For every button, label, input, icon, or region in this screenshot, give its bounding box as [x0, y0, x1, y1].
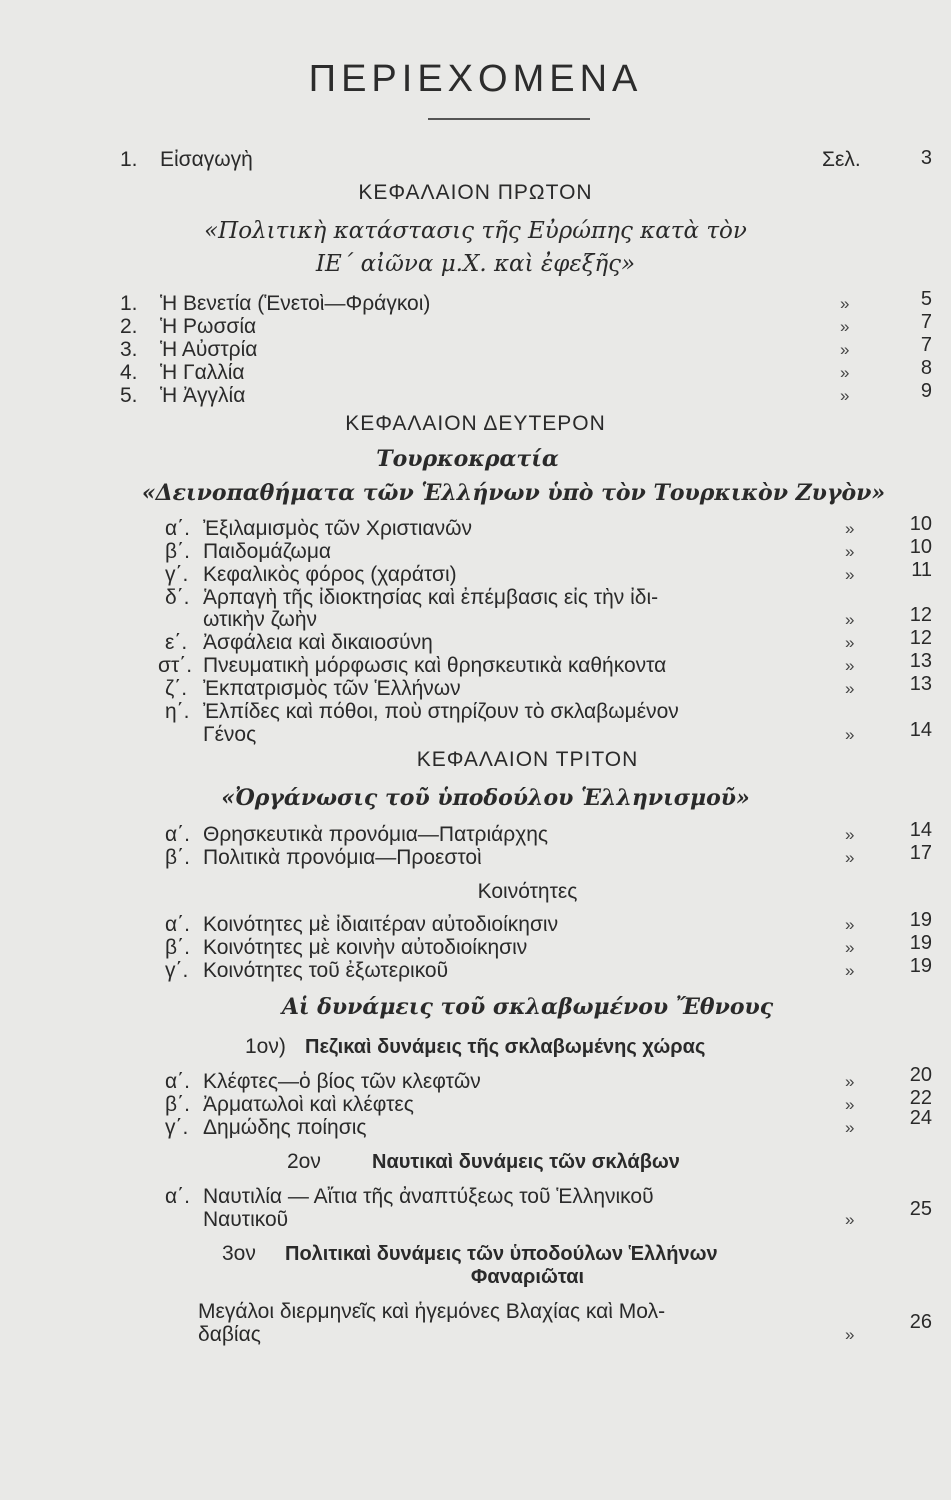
political-forces-ordinal: 3ον: [222, 1242, 256, 1265]
toc-entry: Κοινότητες μὲ ἰδιαιτέραν αὐτοδιοίκησιν: [203, 913, 559, 936]
toc-entry: Παιδομάζωμα: [203, 540, 332, 563]
intro-label: Εἰσαγωγὴ: [160, 148, 253, 171]
toc-page: 13: [909, 673, 932, 695]
toc-number: α΄.: [165, 823, 190, 846]
toc-number: α΄.: [165, 913, 190, 936]
toc-entry-continuation: Ναυτικοῦ: [203, 1208, 289, 1231]
ditto-mark: »: [840, 386, 850, 405]
toc-page: 5: [920, 288, 932, 310]
ditto-mark: »: [845, 633, 855, 652]
chapter-3-subtitle: «Ὀργάνωσις τοῦ ὑποδούλου Ἑλληνισμοῦ»: [221, 785, 750, 811]
intro-page: 3: [920, 147, 932, 169]
ditto-mark: »: [845, 1072, 855, 1091]
toc-page: 14: [909, 719, 932, 741]
toc-page: 20: [909, 1064, 932, 1086]
toc-entry: Κλέφτες—ὁ βίος τῶν κλεφτῶν: [203, 1070, 481, 1093]
naval-forces-heading: Ναυτικαὶ δυνάμεις τῶν σκλάβων: [372, 1151, 680, 1173]
toc-page: 8: [920, 357, 932, 379]
toc-page: 10: [909, 536, 932, 558]
ditto-mark: »: [840, 294, 850, 313]
ditto-mark: »: [845, 656, 855, 675]
toc-entry: Μεγάλοι διερμηνεῖς καὶ ἡγεμόνες Βλαχίας καὶ Μολ-: [198, 1300, 666, 1323]
land-forces-ordinal: 1ον): [245, 1035, 286, 1058]
ditto-mark: »: [845, 1325, 855, 1344]
ditto-mark: »: [845, 1210, 855, 1229]
communities-heading: Κοινότητες: [477, 880, 578, 903]
page-title: ΠΕΡΙΕΧΟΜΕΝΑ: [308, 58, 643, 100]
toc-number: 2.: [120, 315, 138, 338]
chapter-2-heading: ΚΕΦΑΛΑΙΟΝ ΔΕΥΤΕΡΟΝ: [345, 412, 606, 435]
toc-entry: Ἀσφάλεια καὶ δικαιοσύνη: [203, 631, 433, 654]
toc-entry: Ἡ Βενετία (Ἑνετοὶ—Φράγκοι): [160, 292, 431, 315]
toc-page: 12: [909, 604, 932, 626]
toc-page: 14: [909, 819, 932, 841]
intro-sel-label: Σελ.: [822, 148, 861, 171]
toc-page: 24: [909, 1107, 932, 1129]
toc-entry: Ἡ Ρωσσία: [160, 315, 257, 338]
toc-number: β΄.: [165, 846, 190, 869]
phanariots-heading: Φαναριῶται: [470, 1266, 585, 1288]
ditto-mark: »: [845, 848, 855, 867]
toc-page: 25: [909, 1198, 932, 1220]
toc-page: 19: [909, 955, 932, 977]
toc-page: 19: [909, 909, 932, 931]
ditto-mark: »: [845, 825, 855, 844]
toc-entry: Ἁρπαγὴ τῆς ἰδιοκτησίας καὶ ἐπέμβασις εἰς τὴν ἰδι-: [203, 586, 659, 609]
toc-entry: Ἐκπατρισμὸς τῶν Ἑλλήνων: [203, 677, 461, 700]
toc-number: γ΄.: [165, 1116, 189, 1139]
toc-number: α΄.: [165, 1070, 190, 1093]
toc-number: 4.: [120, 361, 138, 384]
toc-entry-continuation: ωτικὴν ζωὴν: [203, 608, 318, 631]
ditto-mark: »: [845, 679, 855, 698]
forces-heading: Αἱ δυνάμεις τοῦ σκλαβωμένου Ἔθνους: [281, 994, 774, 1020]
toc-entry: Δημώδης ποίησις: [203, 1116, 367, 1139]
toc-page: 17: [909, 842, 932, 864]
toc-number: στ΄.: [158, 654, 193, 677]
chapter-3-heading: ΚΕΦΑΛΑΙΟΝ ΤΡΙΤΟΝ: [416, 748, 639, 771]
ditto-mark: »: [840, 317, 850, 336]
toc-page: 7: [920, 311, 932, 333]
toc-entry: Ἡ Γαλλία: [160, 361, 245, 384]
toc-entry: Κεφαλικὸς φόρος (χαράτσι): [203, 563, 457, 586]
toc-entry: Θρησκευτικὰ προνόμια—Πατριάρχης: [203, 823, 549, 846]
land-forces-heading: Πεζικαὶ δυνάμεις τῆς σκλαβωμένης χώρας: [305, 1036, 706, 1058]
toc-entry: Ἐλπίδες καὶ πόθοι, ποὺ στηρίζουν τὸ σκλαβωμένον: [203, 700, 679, 723]
ditto-mark: »: [845, 542, 855, 561]
toc-page: 19: [909, 932, 932, 954]
title-rule: [428, 118, 590, 120]
toc-page: 11: [911, 559, 932, 581]
toc-number: α΄.: [165, 1185, 190, 1208]
toc-number: γ΄.: [165, 959, 189, 982]
toc-number: ε΄.: [165, 631, 188, 654]
toc-page: 9: [920, 380, 932, 402]
toc-entry: Ἡ Ἀγγλία: [160, 384, 246, 407]
toc-page: 7: [920, 334, 932, 356]
naval-forces-ordinal: 2ον: [287, 1150, 321, 1173]
ditto-mark: »: [845, 725, 855, 744]
toc-entry: Ἡ Αὐστρία: [160, 338, 258, 361]
chapter-2-subtitle-line-2: «Δεινοπαθήματα τῶν Ἑλλήνων ὑπὸ τὸν Τουρκικὸν Ζυγὸν»: [141, 480, 886, 506]
toc-number: α΄.: [165, 517, 190, 540]
toc-number: β΄.: [165, 936, 190, 959]
ditto-mark: »: [840, 363, 850, 382]
ditto-mark: »: [845, 565, 855, 584]
toc-page: 13: [909, 650, 932, 672]
toc-page: 22: [909, 1087, 932, 1109]
chapter-1-subtitle-line-1: «Πολιτικὴ κατάστασις τῆς Εὐρώπης κατὰ τὸν: [204, 218, 747, 244]
ditto-mark: »: [840, 340, 850, 359]
ditto-mark: »: [845, 961, 855, 980]
toc-number: γ΄.: [165, 563, 189, 586]
toc-number: β΄.: [165, 540, 190, 563]
chapter-1-heading: ΚΕΦΑΛΑΙΟΝ ΠΡΩΤΟΝ: [358, 181, 593, 204]
toc-number: 5.: [120, 384, 138, 407]
toc-entry: Ναυτιλία — Αἴτια τῆς ἀναπτύξεως τοῦ Ἑλληνικοῦ: [203, 1185, 654, 1208]
ditto-mark: »: [845, 1095, 855, 1114]
political-forces-heading: Πολιτικαὶ δυνάμεις τῶν ὑποδούλων Ἑλλήνων: [285, 1243, 718, 1265]
toc-entry: Ἐξιλαμισμὸς τῶν Χριστιανῶν: [203, 517, 473, 540]
ditto-mark: »: [845, 938, 855, 957]
ditto-mark: »: [845, 610, 855, 629]
ditto-mark: »: [845, 915, 855, 934]
toc-entry: Πολιτικὰ προνόμια—Προεστοὶ: [203, 846, 482, 869]
toc-number: ζ΄.: [165, 677, 188, 700]
chapter-2-subtitle-line-1: Τουρκοκρατία: [376, 446, 559, 472]
toc-entry-continuation: δαβίας: [198, 1323, 261, 1346]
toc-entry: Κοινότητες μὲ κοινὴν αὐτοδιοίκησιν: [203, 936, 528, 959]
intro-number: 1.: [120, 148, 138, 171]
toc-page: 12: [909, 627, 932, 649]
toc-number: 1.: [120, 292, 138, 315]
toc-number: η΄.: [165, 700, 190, 723]
toc-page: 26: [909, 1311, 932, 1333]
toc-entry: Κοινότητες τοῦ ἐξωτερικοῦ: [203, 959, 449, 982]
toc-number: δ΄.: [165, 586, 190, 609]
toc-entry: Πνευματικὴ μόρφωσις καὶ θρησκευτικὰ καθήκοντα: [203, 654, 667, 677]
toc-number: 3.: [120, 338, 138, 361]
toc-page: 10: [909, 513, 932, 535]
chapter-1-subtitle-line-2: ΙΕ΄ αἰῶνα μ.Χ. καὶ ἐφεξῆς»: [315, 251, 636, 277]
toc-entry-continuation: Γένος: [203, 723, 257, 746]
toc-number: β΄.: [165, 1093, 190, 1116]
ditto-mark: »: [845, 519, 855, 538]
toc-entry: Ἀρματωλοὶ καὶ κλέφτες: [203, 1093, 414, 1116]
ditto-mark: »: [845, 1118, 855, 1137]
